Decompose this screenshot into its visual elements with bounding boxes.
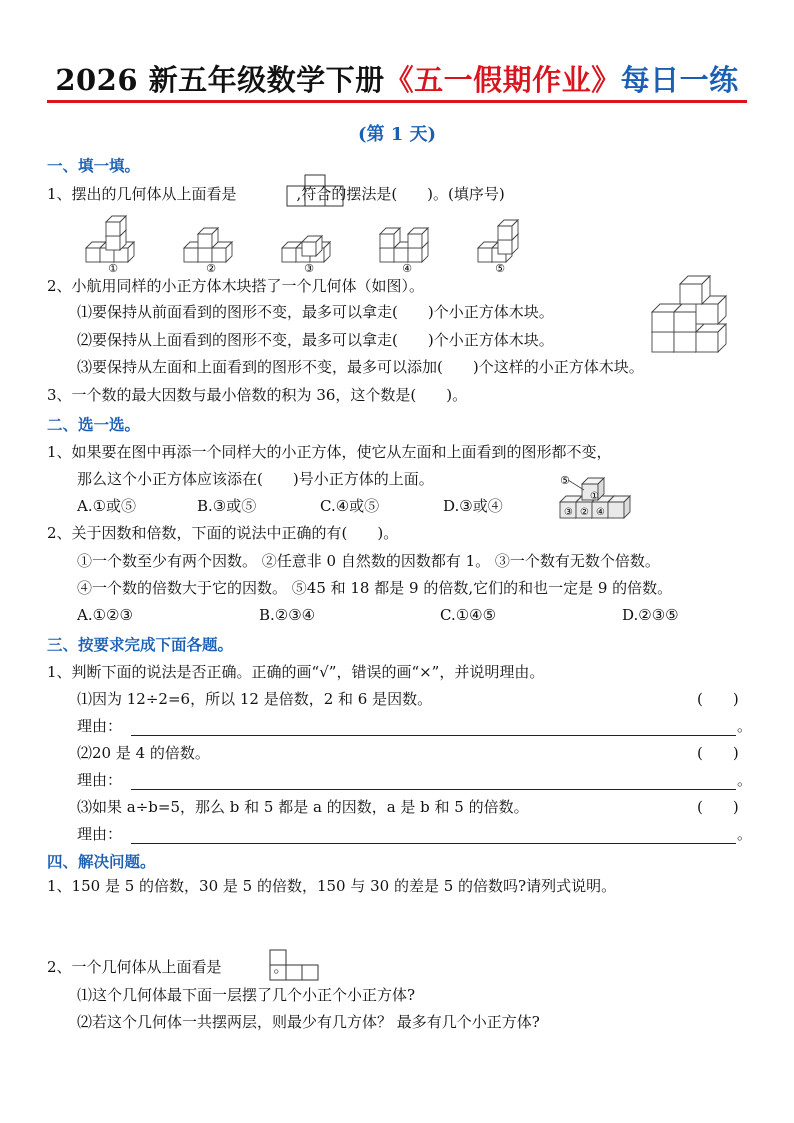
s4-q2-suffix: 。 [273,958,289,976]
judge-item-2-reason-label: 理由： [77,771,123,789]
stacked-cubes-figure [650,274,730,354]
judge-item-1-reason-label: 理由： [77,717,123,735]
section1-heading: 一、填一填。 [47,156,141,175]
cube-arrangements [80,212,540,274]
s4-q2-sub2: ⑵若这个几何体一共摆两层，则最少有几方体？ 最多有几个小正方体? [77,1013,540,1031]
s1-q1-text [47,184,505,204]
arrangement-1 [86,216,134,262]
s2-q2-option-c[interactable]: C.①④⑤ [440,606,497,624]
arrangement-3 [282,236,330,262]
judge-item-2-text: ⑵20 是 4 的倍数。 [77,744,210,762]
title-topic: 《五一假期作业》 [384,63,621,97]
arrangement-label-4: ④ [402,262,412,274]
s2-q2-statements-1: ①一个数至少有两个因数。 ②任意非 0 自然数的因数都有 1。 ③一个数有无数个倍数。 [77,552,660,570]
s1-q2-sub3: ⑶要保持从左面和上面看到的图形不变，最多可以添加( )个这样的小正方体木块。 [77,358,644,376]
s2-q2-option-b[interactable]: B.②③④ [259,606,316,624]
judge-item-3-period: 。 [737,825,753,843]
s2-q1-option-b[interactable]: B.③或⑤ [197,497,257,515]
judge-item-1-answer[interactable]: ( ) [697,690,739,708]
day-label: (第 1 天) [357,124,437,145]
fig-label-1: ① [590,491,599,502]
s2-q1-option-a[interactable]: A.①或⑤ [77,497,137,515]
fig-label-2: ② [580,507,589,518]
s2-q2-statements-2: ④一个数的倍数大于它的因数。 ⑤45 和 18 都是 9 的倍数,它们的和也一定是 9 的倍数。 [77,579,673,597]
top-view-figure-q2 [268,948,322,982]
s2-q2-text: 2、关于因数和倍数，下面的说法中正确的有( )。 [47,524,399,542]
s1-q1-prefix: 1、摆出的几何体从上面看是 [47,185,237,203]
s3-q1-text: 1、判断下面的说法是否正确。正确的画“√”，错误的画“×”，并说明理由。 [47,663,545,681]
judge-item-1-reason-line[interactable] [131,735,736,736]
s1-q1-suffix: ,符合的摆法是( )。(填序号) [296,185,505,203]
s2-q1-option-d[interactable]: D.③或④ [443,497,503,515]
s2-q2-option-d[interactable]: D.②③⑤ [622,606,679,624]
fig-label-3: ③ [564,507,573,518]
title-grade: 2026 新五年级数学下册 [55,63,385,97]
arrangement-2 [184,228,232,262]
judge-item-3-reason-line[interactable] [131,843,736,844]
s4-q2-prefix: 2、一个几何体从上面看是 [47,958,222,976]
s4-q1-text: 1、150 是 5 的倍数，30 是 5 的倍数，150 与 30 的差是 5 的倍数吗?请列式说明。 [47,877,617,895]
s1-q3-text: 3、一个数的最大因数与最小倍数的积为 36，这个数是( )。 [47,386,468,404]
s2-q1-option-c[interactable]: C.④或⑤ [320,497,380,515]
arrangement-label-1: ① [108,262,118,274]
arrangement-5 [478,220,518,262]
section4-heading: 四、解决问题。 [47,852,156,871]
s4-q2-sub1: ⑴这个几何体最下面一层摆了几个小正个小正方体? [77,986,416,1004]
labelled-cubes-figure [552,468,634,520]
worksheet-title [0,58,794,99]
fig-label-5: ⑤ [560,474,570,487]
s4-q2-text [47,957,289,977]
judge-item-2-period: 。 [737,771,753,789]
s1-q2-text: 2、小航用同样的小正方体木块搭了一个几何体（如图）。 [47,277,425,295]
judge-item-2-reason-line[interactable] [131,789,736,790]
judge-item-1-period: 。 [737,717,753,735]
section3-heading: 三、按要求完成下面各题。 [47,635,234,654]
title-daily: 每日一练 [620,63,739,97]
arrangement-label-3: ③ [304,262,314,274]
arrangement-label-5: ⑤ [495,262,505,274]
fig-label-4: ④ [596,507,605,518]
judge-item-1-text: ⑴因为 12÷2=6，所以 12 是倍数，2 和 6 是因数。 [77,690,433,708]
section2-heading: 二、选一选。 [47,415,141,434]
judge-item-2-answer[interactable]: ( ) [697,744,739,762]
s1-q2-sub2: ⑵要保持从上面看到的图形不变，最多可以拿走( )个小正方体木块。 [77,331,554,349]
s2-q1-line1: 1、如果要在图中再添一个同样大的小正方体，使它从左面和上面看到的图形都不变， [47,443,612,461]
arrangement-4 [380,228,428,262]
judge-item-3-answer[interactable]: ( ) [697,798,739,816]
s1-q2-sub1: ⑴要保持从前面看到的图形不变，最多可以拿走( )个小正方体木块。 [77,303,554,321]
judge-item-3-reason-label: 理由： [77,825,123,843]
arrangement-label-2: ② [206,262,216,274]
top-view-figure-q1 [286,174,346,208]
s2-q2-option-a[interactable]: A.①②③ [77,606,133,624]
judge-item-3-text: ⑶如果 a÷b=5，那么 b 和 5 都是 a 的因数，a 是 b 和 5 的倍数。 [77,798,529,816]
title-underline [47,100,747,103]
s2-q1-line2: 那么这个小正方体应该添在( )号小正方体的上面。 [77,470,434,488]
